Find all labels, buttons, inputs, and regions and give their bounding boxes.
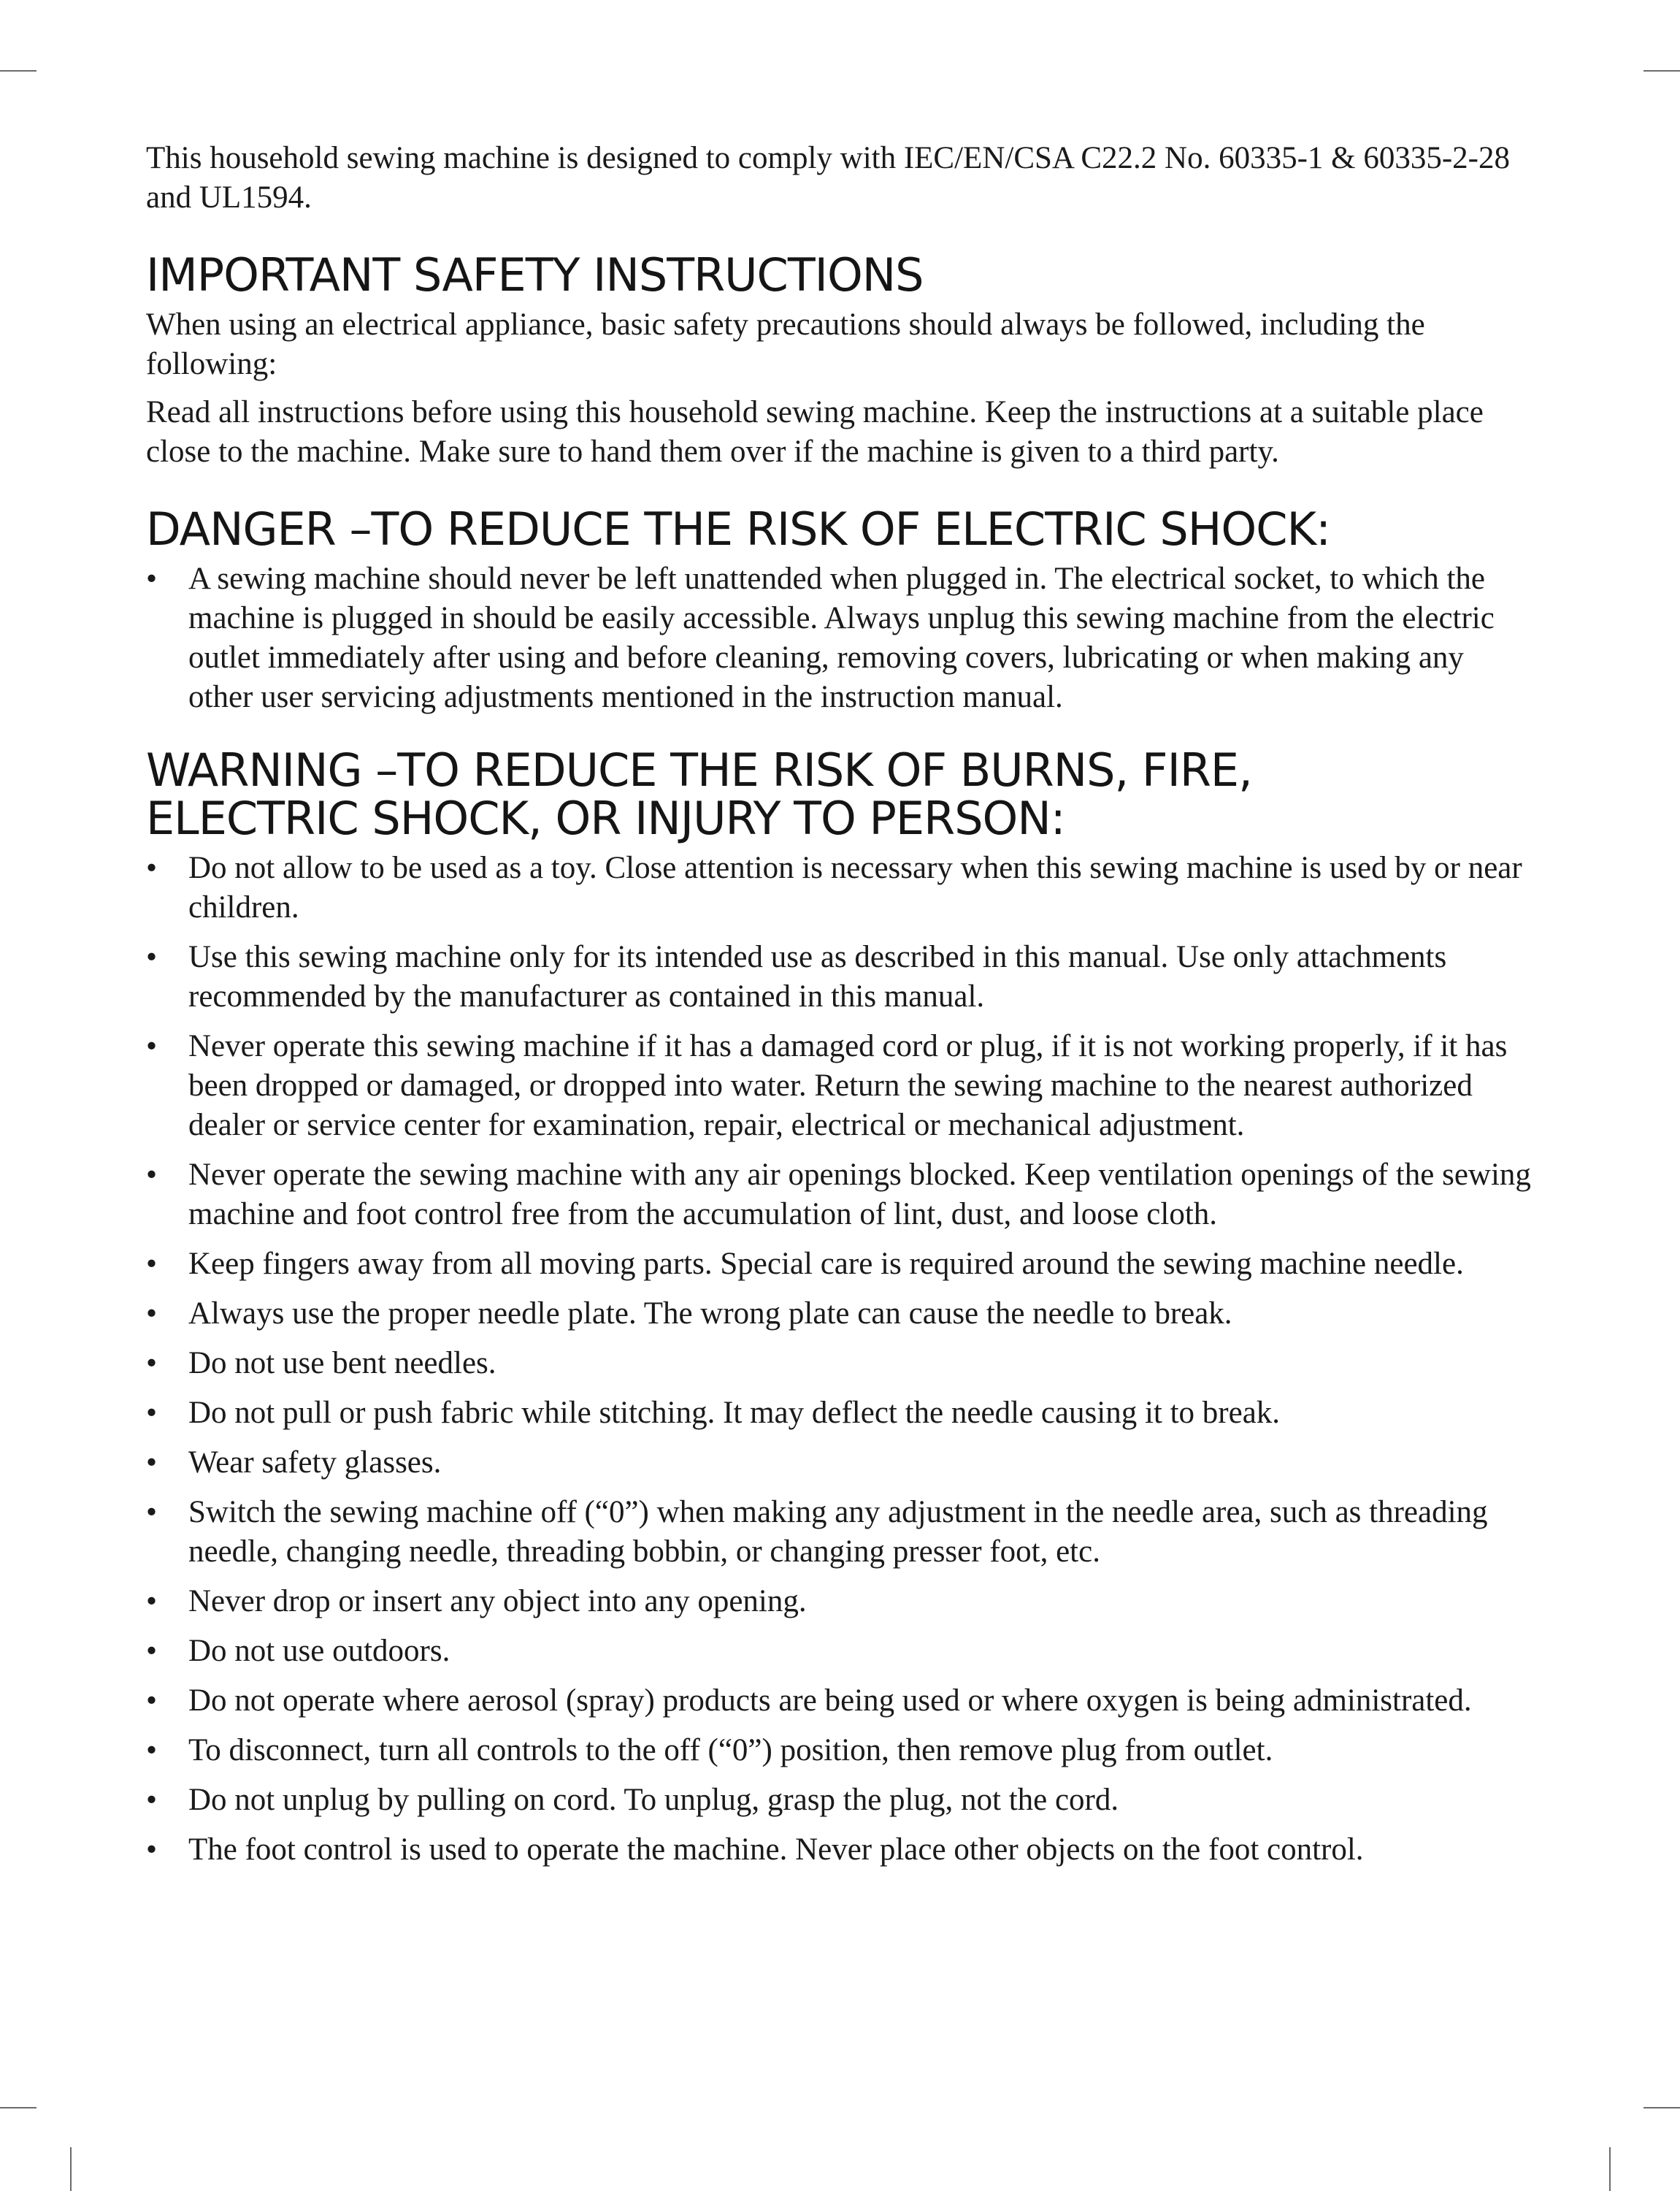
list-item-text: Do not allow to be used as a toy. Close attention is necessary when this sewing machine is used by or near children. [188, 851, 1522, 925]
list-item [146, 1344, 1533, 1383]
list-item-text: Never operate this sewing machine if it has a damaged cord or plug, if it is not working properly, if it has been dropped or damaged, or dropped into water. Return the sewing machine to the nearest authorized dealer or service center for examination, repair, electrical or mechanical adjustment. [188, 1029, 1508, 1142]
crop-mark-top-left [0, 70, 37, 72]
list-item-text: Never operate the sewing machine with any air openings blocked. Keep ventilation openings of the sewing machine and foot control free from the accumulation of lint, dust, and loose cloth. [188, 1158, 1531, 1231]
danger-list [146, 559, 1533, 717]
list-item [146, 1294, 1533, 1334]
bullet: • [146, 1832, 158, 1867]
important-read-paragraph: Read all instructions before using this household sewing machine. Keep the instructions at a suitable place close to the machine. Make sure to hand them over if the machine is given to a third party. [146, 395, 1484, 469]
warning-heading-line-1: WARNING –TO REDUCE THE RISK OF BURNS, FIRE, [146, 743, 1252, 797]
list-item [146, 1632, 1533, 1671]
bullet: • [146, 1683, 158, 1718]
crop-mark-bottom-right-vertical [1609, 2147, 1611, 2191]
bullet: • [146, 1158, 158, 1192]
page-content [146, 139, 1533, 1880]
list-item-text: A sewing machine should never be left unattended when plugged in. The electrical socket, to which the machine is plugged in should be easily accessible. Always unplug this sewing machine from the electric outlet immediately after using and before cleaning, removing covers, lubricating or when making any other user servicing adjustments mentioned in the instruction manual. [188, 562, 1495, 714]
bullet: • [146, 1445, 158, 1480]
important-safety-heading: IMPORTANT SAFETY INSTRUCTIONS [146, 248, 924, 302]
list-item-text: Do not pull or push fabric while stitching. It may deflect the needle causing it to break. [188, 1396, 1281, 1430]
list-item [146, 1830, 1533, 1870]
crop-mark-bottom-right [1643, 2107, 1680, 2108]
bullet: • [146, 1247, 158, 1281]
bullet: • [146, 1396, 158, 1430]
list-item [146, 1731, 1533, 1770]
bullet: • [146, 1584, 158, 1618]
list-item [146, 1681, 1533, 1721]
bullet: • [146, 851, 158, 885]
list-item-text: Always use the proper needle plate. The wrong plate can cause the needle to break. [188, 1296, 1232, 1331]
bullet: • [146, 1634, 158, 1668]
list-item-text: Do not use bent needles. [188, 1346, 496, 1380]
list-item [146, 1582, 1533, 1621]
list-item [146, 849, 1533, 928]
list-item-text: Switch the sewing machine off (“0”) when making any adjustment in the needle area, such as threading needle, changing needle, threading bobbin, or changing presser foot, etc. [188, 1495, 1488, 1569]
list-item-text: Do not unplug by pulling on cord. To unplug, grasp the plug, not the cord. [188, 1783, 1119, 1817]
list-item [146, 1027, 1533, 1145]
list-item [146, 1493, 1533, 1572]
warning-heading-line-2: ELECTRIC SHOCK, OR INJURY TO PERSON: [146, 792, 1065, 845]
list-item [146, 1443, 1533, 1483]
list-item-text: Keep fingers away from all moving parts. Special care is required around the sewing machine needle. [188, 1247, 1464, 1281]
crop-mark-top-right [1643, 70, 1680, 72]
crop-mark-bottom-left-vertical [70, 2147, 72, 2191]
list-item [146, 559, 1533, 717]
warning-list [146, 849, 1533, 1870]
list-item [146, 1244, 1533, 1284]
list-item-text: To disconnect, turn all controls to the off (“0”) position, then remove plug from outlet. [188, 1733, 1273, 1767]
list-item-text: Never drop or insert any object into any opening. [188, 1584, 807, 1618]
bullet: • [146, 1029, 158, 1063]
bullet: • [146, 562, 158, 596]
bullet: • [146, 1296, 158, 1331]
danger-heading: DANGER –TO REDUCE THE RISK OF ELECTRIC SHOCK: [146, 502, 1331, 556]
bullet: • [146, 940, 158, 974]
list-item [146, 1155, 1533, 1234]
list-item-text: Use this sewing machine only for its intended use as described in this manual. Use only attachments recommended by the manufacturer as contained in this manual. [188, 940, 1447, 1014]
list-item [146, 938, 1533, 1017]
list-item [146, 1393, 1533, 1433]
bullet: • [146, 1346, 158, 1380]
bullet: • [146, 1495, 158, 1529]
list-item [146, 1781, 1533, 1820]
bullet: • [146, 1783, 158, 1817]
list-item-text: The foot control is used to operate the machine. Never place other objects on the foot control. [188, 1832, 1364, 1867]
compliance-statement: This household sewing machine is designed to comply with IEC/EN/CSA C22.2 No. 60335-1 & 60335-2-28 and UL1594. [146, 141, 1510, 215]
crop-mark-bottom-left [0, 2107, 37, 2108]
list-item-text: Wear safety glasses. [188, 1445, 442, 1480]
warning-heading [146, 743, 1533, 845]
bullet: • [146, 1733, 158, 1767]
important-intro-paragraph: When using an electrical appliance, basic safety precautions should always be followed, including the following: [146, 307, 1425, 381]
list-item-text: Do not use outdoors. [188, 1634, 450, 1668]
list-item-text: Do not operate where aerosol (spray) products are being used or where oxygen is being administrated. [188, 1683, 1472, 1718]
